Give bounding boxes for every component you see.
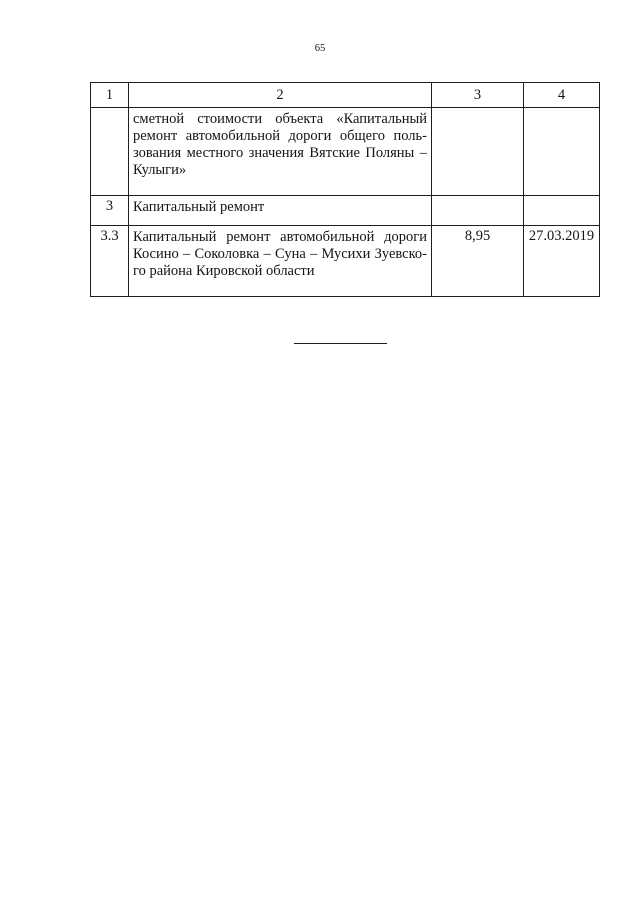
row-date <box>524 108 600 196</box>
header-col-1: 1 <box>91 83 129 108</box>
header-col-2: 2 <box>129 83 432 108</box>
header-col-4: 4 <box>524 83 600 108</box>
row-date: 27.03.2019 <box>524 226 600 297</box>
row-value: 8,95 <box>432 226 524 297</box>
row-number <box>91 108 129 196</box>
row-description: сметной стоимости объекта «Капитальный ремонт автомобильной дороги общего пользования местного значения Вятские Поляны – Кулыги» <box>129 108 432 196</box>
document-table <box>90 82 600 297</box>
row-number: 3.3 <box>91 226 129 297</box>
row-value <box>432 108 524 196</box>
row-number: 3 <box>91 196 129 226</box>
row-description: Капитальный ремонт автомобильной дороги Косино – Соколовка – Суна – Мусихи Зуевского района Кировской области <box>129 226 432 297</box>
table-header-row <box>91 83 600 108</box>
row-value <box>432 196 524 226</box>
row-description: Капитальный ремонт <box>129 196 432 226</box>
end-of-document-rule <box>294 343 387 344</box>
header-col-3: 3 <box>432 83 524 108</box>
table-row <box>91 196 600 226</box>
row-date <box>524 196 600 226</box>
table-row <box>91 226 600 297</box>
page-number: 65 <box>314 43 326 54</box>
table-row <box>91 108 600 196</box>
